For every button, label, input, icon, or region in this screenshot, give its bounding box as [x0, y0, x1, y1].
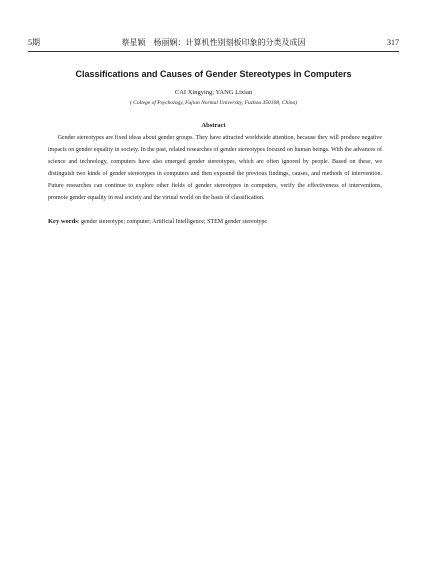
issue-number: 5期	[28, 38, 40, 47]
keywords-separator: :	[77, 219, 81, 225]
running-header	[28, 36, 399, 50]
author-list: CAI Xingying; YANG Lixian	[174, 89, 253, 96]
keywords-text: gender stereotype; computer; Artificial Intelligence; STEM gender stereotype	[80, 219, 268, 225]
keywords-line	[48, 217, 382, 227]
article-title: Classifications and Causes of Gender Stereotypes in Computers	[75, 69, 352, 79]
abstract-body: Gender stereotypes are fixed ideas about gender groups. They have attracted worldwide attention, because they will produce negative impacts on gender equality in society. In the past, related researches of gender stereotypes focused on human beings. With the advances of science and technology, computers have also emerged gender stereotypes, which are often ignored by people. Based on these, we distinguish two kinds of gender stereotypes in computers and then expound the previous findings, causes, and methods of intervention. Future researches can continue to explore other fields of gender stereotypes in computers, verify the effectiveness of interventions, promote gender equality in real society and the virtual world on the basis of classification.	[48, 135, 382, 201]
page-number: 317	[387, 38, 399, 47]
running-title: 蔡星颖 杨丽娴：计算机性别刻板印象的分类及成因	[121, 38, 306, 47]
author-affiliation: ( College of Psychology, Fujian Normal University, Fuzhou 350108, China)	[129, 100, 298, 106]
header-rule	[28, 51, 399, 52]
abstract-heading: Abstract	[201, 122, 226, 129]
keywords-label: Key words	[48, 218, 78, 225]
